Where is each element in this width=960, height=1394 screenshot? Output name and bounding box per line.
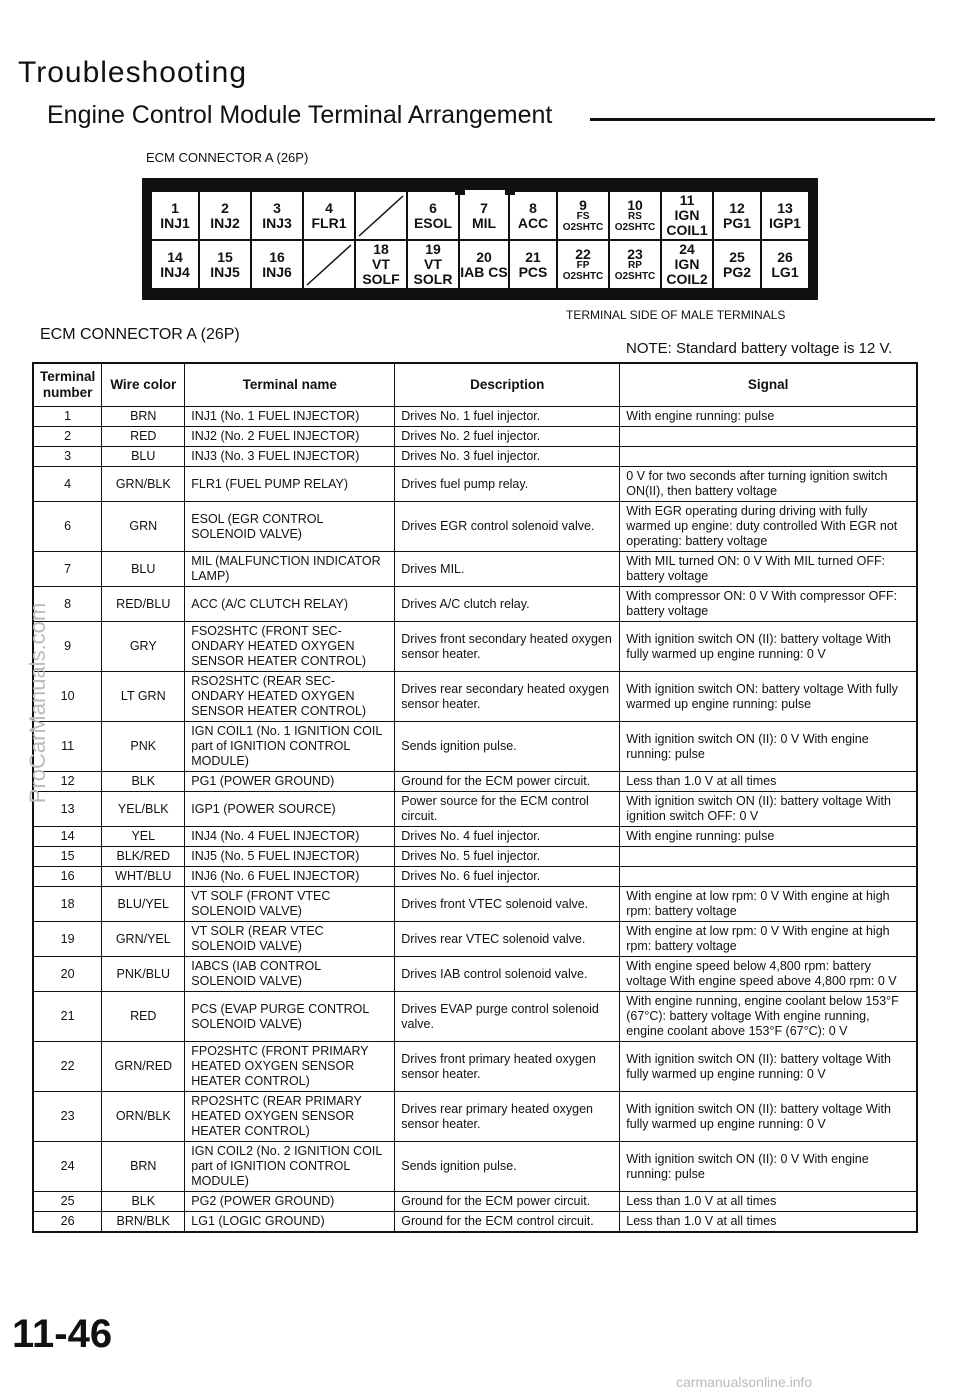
pin-name: FS O2SHTC bbox=[562, 211, 604, 233]
wire-color-cell: BRN bbox=[102, 1142, 185, 1192]
signal-cell: With ignition switch ON (II): battery voltage With fully warmed up engine running: 0 V bbox=[620, 1042, 917, 1092]
connector-pin bbox=[460, 192, 510, 241]
wire-color-cell: LT GRN bbox=[102, 672, 185, 722]
pin-number: 12 bbox=[729, 199, 745, 216]
terminal-number-cell: 6 bbox=[33, 502, 102, 552]
terminal-number-cell: 13 bbox=[33, 792, 102, 827]
connector-pin bbox=[762, 241, 810, 290]
empty-pin-slash bbox=[357, 194, 405, 238]
page-number: 11-46 bbox=[12, 1312, 113, 1356]
terminal-number-cell: 24 bbox=[33, 1142, 102, 1192]
pin-name: INJ5 bbox=[210, 263, 240, 280]
signal-cell: With compressor ON: 0 V With compressor OFF: battery voltage bbox=[620, 587, 917, 622]
connector-pin bbox=[200, 192, 252, 241]
signal-cell: With ignition switch ON (II): 0 V With engine running: pulse bbox=[620, 1142, 917, 1192]
wire-color-cell: BRN/BLK bbox=[102, 1212, 185, 1233]
pin-number: 18 bbox=[373, 241, 389, 258]
connector-pin bbox=[714, 192, 762, 241]
terminal-name-cell: FLR1 (FUEL PUMP RELAY) bbox=[185, 467, 395, 502]
pin-name: IGP1 bbox=[769, 214, 801, 231]
pin-name: RS O2SHTC bbox=[614, 211, 656, 233]
signal-cell: With engine at low rpm: 0 V With engine at high rpm: battery voltage bbox=[620, 922, 917, 957]
pin-name: PCS bbox=[518, 263, 548, 280]
connector-label: ECM CONNECTOR A (26P) bbox=[40, 326, 240, 343]
terminal-name-cell: IABCS (IAB CONTROL SOLENOID VALVE) bbox=[185, 957, 395, 992]
connector-pin bbox=[252, 192, 304, 241]
pin-number: 7 bbox=[480, 199, 488, 216]
connector-pin bbox=[408, 241, 460, 290]
wire-color-cell: PNK bbox=[102, 722, 185, 772]
section-subtitle: Engine Control Module Terminal Arrangement bbox=[47, 101, 553, 129]
wire-color-cell: BLU bbox=[102, 447, 185, 467]
header-description: Description bbox=[395, 363, 620, 407]
pin-number: 14 bbox=[167, 248, 183, 265]
pin-name: ACC bbox=[517, 214, 549, 231]
pin-number: 10 bbox=[627, 196, 643, 213]
description-cell: Power source for the ECM control circuit. bbox=[395, 792, 620, 827]
description-cell: Drives No. 1 fuel injector. bbox=[395, 407, 620, 427]
terminal-name-cell: PG2 (POWER GROUND) bbox=[185, 1192, 395, 1212]
connector-pin bbox=[200, 241, 252, 290]
description-cell: Drives front secondary heated oxygen sensor heater. bbox=[395, 622, 620, 672]
pin-number: 2 bbox=[221, 199, 229, 216]
description-cell: Sends ignition pulse. bbox=[395, 722, 620, 772]
table-row bbox=[33, 992, 917, 1042]
pin-name: IAB CS bbox=[460, 263, 508, 280]
wire-color-cell: ORN/BLK bbox=[102, 1092, 185, 1142]
description-cell: Drives rear secondary heated oxygen sensor heater. bbox=[395, 672, 620, 722]
wire-color-cell: GRN bbox=[102, 502, 185, 552]
table-row bbox=[33, 722, 917, 772]
description-cell: Drives rear primary heated oxygen sensor heater. bbox=[395, 1092, 620, 1142]
terminal-name-cell: PG1 (POWER GROUND) bbox=[185, 772, 395, 792]
terminal-name-cell: LG1 (LOGIC GROUND) bbox=[185, 1212, 395, 1233]
table-row bbox=[33, 672, 917, 722]
table-row bbox=[33, 622, 917, 672]
description-cell: Ground for the ECM power circuit. bbox=[395, 1192, 620, 1212]
pin-name: PG1 bbox=[722, 214, 751, 231]
terminal-name-cell: VT SOLR (REAR VTEC SOLENOID VALVE) bbox=[185, 922, 395, 957]
connector-top-label: ECM CONNECTOR A (26P) bbox=[146, 150, 309, 165]
connector-pin bbox=[558, 241, 610, 290]
connector-pin bbox=[762, 192, 810, 241]
terminal-name-cell: INJ4 (No. 4 FUEL INJECTOR) bbox=[185, 827, 395, 847]
footer-watermark: carmanualsonline.info bbox=[676, 1374, 813, 1390]
signal-cell: With engine running: pulse bbox=[620, 407, 917, 427]
table-row bbox=[33, 867, 917, 887]
connector-pin bbox=[610, 192, 662, 241]
terminal-number-cell: 19 bbox=[33, 922, 102, 957]
description-cell: Drives No. 5 fuel injector. bbox=[395, 847, 620, 867]
terminal-name-cell: IGN COIL2 (No. 2 IGNITION COIL part of IGNITION CONTROL MODULE) bbox=[185, 1142, 395, 1192]
description-cell: Drives EGR control solenoid valve. bbox=[395, 502, 620, 552]
terminal-name-cell: RSO2SHTC (REAR SEC-ONDARY HEATED OXYGEN SENSOR HEATER CONTROL) bbox=[185, 672, 395, 722]
wire-color-cell: WHT/BLU bbox=[102, 867, 185, 887]
connector-pin bbox=[356, 192, 408, 241]
description-cell: Drives EVAP purge control solenoid valve. bbox=[395, 992, 620, 1042]
signal-cell: With ignition switch ON (II): battery voltage With ignition switch OFF: 0 V bbox=[620, 792, 917, 827]
terminal-name-cell: ACC (A/C CLUTCH RELAY) bbox=[185, 587, 395, 622]
signal-cell bbox=[620, 847, 917, 867]
header-terminal-number: Terminal number bbox=[33, 363, 102, 407]
terminal-name-cell: IGN COIL1 (No. 1 IGNITION COIL part of IGNITION CONTROL MODULE) bbox=[185, 722, 395, 772]
pin-name: ESOL bbox=[413, 214, 453, 231]
subtitle-rule bbox=[590, 118, 935, 121]
connector-pin bbox=[356, 241, 408, 290]
wire-color-cell: RED/BLU bbox=[102, 587, 185, 622]
table-row bbox=[33, 1192, 917, 1212]
terminal-number-cell: 20 bbox=[33, 957, 102, 992]
table-row bbox=[33, 1212, 917, 1233]
terminal-name-cell: INJ5 (No. 5 FUEL INJECTOR) bbox=[185, 847, 395, 867]
pin-number: 23 bbox=[627, 245, 643, 262]
wire-color-cell: GRN/YEL bbox=[102, 922, 185, 957]
pin-name: FLR1 bbox=[311, 214, 347, 231]
pin-name: PG2 bbox=[722, 263, 751, 280]
wire-color-cell: GRY bbox=[102, 622, 185, 672]
description-cell: Drives fuel pump relay. bbox=[395, 467, 620, 502]
wire-color-cell: GRN/BLK bbox=[102, 467, 185, 502]
description-cell: Drives MIL. bbox=[395, 552, 620, 587]
pin-name: VT SOLF bbox=[362, 256, 400, 287]
signal-cell: With MIL turned ON: 0 V With MIL turned OFF: battery voltage bbox=[620, 552, 917, 587]
connector-pin bbox=[252, 241, 304, 290]
wire-color-cell: BRN bbox=[102, 407, 185, 427]
wire-color-cell: BLU/YEL bbox=[102, 887, 185, 922]
signal-cell bbox=[620, 447, 917, 467]
pin-number: 6 bbox=[429, 199, 437, 216]
empty-pin-slash bbox=[305, 243, 353, 287]
terminal-table bbox=[32, 362, 918, 1233]
signal-cell: With engine speed below 4,800 rpm: battery voltage With engine speed above 4,800 rpm: 0 V bbox=[620, 957, 917, 992]
terminal-name-cell: IGP1 (POWER SOURCE) bbox=[185, 792, 395, 827]
terminal-number-cell: 14 bbox=[33, 827, 102, 847]
terminal-number-cell: 7 bbox=[33, 552, 102, 587]
wire-color-cell: BLK bbox=[102, 772, 185, 792]
wire-color-cell: BLU bbox=[102, 552, 185, 587]
terminal-number-cell: 12 bbox=[33, 772, 102, 792]
wire-color-cell: YEL bbox=[102, 827, 185, 847]
table-row bbox=[33, 1092, 917, 1142]
pin-number: 26 bbox=[777, 248, 793, 265]
pin-name: INJ6 bbox=[262, 263, 292, 280]
pin-name: LG1 bbox=[771, 263, 799, 280]
terminal-name-cell: RPO2SHTC (REAR PRIMARY HEATED OXYGEN SENSOR HEATER CONTROL) bbox=[185, 1092, 395, 1142]
description-cell: Drives No. 4 fuel injector. bbox=[395, 827, 620, 847]
connector-bottom-label: TERMINAL SIDE OF MALE TERMINALS bbox=[566, 308, 786, 322]
pin-number: 8 bbox=[529, 199, 537, 216]
signal-cell: With engine running: pulse bbox=[620, 827, 917, 847]
terminal-name-cell: INJ3 (No. 3 FUEL INJECTOR) bbox=[185, 447, 395, 467]
description-cell: Drives No. 3 fuel injector. bbox=[395, 447, 620, 467]
pin-number: 1 bbox=[171, 199, 179, 216]
connector-pin bbox=[152, 241, 200, 290]
pin-name: IGN COIL1 bbox=[666, 207, 708, 238]
pin-name: INJ3 bbox=[262, 214, 292, 231]
connector-pin bbox=[460, 241, 510, 290]
pin-number: 20 bbox=[476, 248, 492, 265]
terminal-name-cell: ESOL (EGR CONTROL SOLENOID VALVE) bbox=[185, 502, 395, 552]
pin-name: MIL bbox=[471, 214, 497, 231]
connector-key-inner bbox=[465, 190, 505, 198]
signal-cell: With ignition switch ON (II): 0 V With engine running: pulse bbox=[620, 722, 917, 772]
connector-pin bbox=[510, 241, 558, 290]
table-row bbox=[33, 587, 917, 622]
wire-color-cell: RED bbox=[102, 992, 185, 1042]
description-cell: Drives No. 6 fuel injector. bbox=[395, 867, 620, 887]
terminal-number-cell: 9 bbox=[33, 622, 102, 672]
table-header-row bbox=[33, 363, 917, 407]
table-row bbox=[33, 427, 917, 447]
page-title: Troubleshooting bbox=[18, 56, 248, 89]
terminal-name-cell: INJ6 (No. 6 FUEL INJECTOR) bbox=[185, 867, 395, 887]
table-row bbox=[33, 847, 917, 867]
pin-number: 21 bbox=[525, 248, 541, 265]
connector-pin bbox=[152, 192, 200, 241]
terminal-name-cell: INJ1 (No. 1 FUEL INJECTOR) bbox=[185, 407, 395, 427]
connector-face bbox=[152, 192, 808, 290]
terminal-number-cell: 15 bbox=[33, 847, 102, 867]
terminal-number-cell: 2 bbox=[33, 427, 102, 447]
header-wire-color: Wire color bbox=[102, 363, 185, 407]
table-row bbox=[33, 922, 917, 957]
table-row bbox=[33, 552, 917, 587]
terminal-number-cell: 26 bbox=[33, 1212, 102, 1233]
header-terminal-name: Terminal name bbox=[185, 363, 395, 407]
table-row bbox=[33, 467, 917, 502]
terminal-number-cell: 25 bbox=[33, 1192, 102, 1212]
description-cell: Drives front primary heated oxygen sensor heater. bbox=[395, 1042, 620, 1092]
pin-name: RP O2SHTC bbox=[614, 260, 656, 282]
table-row bbox=[33, 502, 917, 552]
wire-color-cell: RED bbox=[102, 427, 185, 447]
description-cell: Drives IAB control solenoid valve. bbox=[395, 957, 620, 992]
signal-cell: Less than 1.0 V at all times bbox=[620, 1212, 917, 1233]
table-row bbox=[33, 407, 917, 427]
description-cell: Sends ignition pulse. bbox=[395, 1142, 620, 1192]
signal-cell bbox=[620, 427, 917, 447]
pin-name: VT SOLR bbox=[413, 256, 453, 287]
signal-cell: With engine at low rpm: 0 V With engine at high rpm: battery voltage bbox=[620, 887, 917, 922]
terminal-number-cell: 1 bbox=[33, 407, 102, 427]
description-cell: Drives No. 2 fuel injector. bbox=[395, 427, 620, 447]
connector-pin bbox=[662, 241, 714, 290]
terminal-name-cell: FSO2SHTC (FRONT SEC-ONDARY HEATED OXYGEN SENSOR HEATER CONTROL) bbox=[185, 622, 395, 672]
terminal-name-cell: MIL (MALFUNCTION INDICATOR LAMP) bbox=[185, 552, 395, 587]
terminal-number-cell: 16 bbox=[33, 867, 102, 887]
terminal-name-cell: PCS (EVAP PURGE CONTROL SOLENOID VALVE) bbox=[185, 992, 395, 1042]
pin-number: 25 bbox=[729, 248, 745, 265]
terminal-number-cell: 3 bbox=[33, 447, 102, 467]
signal-cell: With engine running, engine coolant below 153°F (67°C): battery voltage With engine running, engine coolant above 153°F (67°C): 0 V bbox=[620, 992, 917, 1042]
description-cell: Ground for the ECM control circuit. bbox=[395, 1212, 620, 1233]
connector-pin bbox=[558, 192, 610, 241]
pin-number: 4 bbox=[325, 199, 333, 216]
table-row bbox=[33, 887, 917, 922]
wire-color-cell: YEL/BLK bbox=[102, 792, 185, 827]
table-row bbox=[33, 1142, 917, 1192]
terminal-number-cell: 22 bbox=[33, 1042, 102, 1092]
signal-cell: With EGR operating during driving with fully warmed up engine: duty controlled With EGR not operating: battery voltage bbox=[620, 502, 917, 552]
connector-pin bbox=[662, 192, 714, 241]
description-cell: Drives rear VTEC solenoid valve. bbox=[395, 922, 620, 957]
pin-number: 11 bbox=[679, 192, 695, 209]
connector-pin bbox=[714, 241, 762, 290]
signal-cell: Less than 1.0 V at all times bbox=[620, 772, 917, 792]
pin-number: 16 bbox=[269, 248, 285, 265]
terminal-number-cell: 11 bbox=[33, 722, 102, 772]
pin-name: IGN COIL2 bbox=[666, 256, 708, 287]
side-watermark: ProCarManuals.com bbox=[25, 602, 50, 804]
table-row bbox=[33, 957, 917, 992]
connector-pin bbox=[304, 241, 356, 290]
terminal-number-cell: 23 bbox=[33, 1092, 102, 1142]
pin-name: INJ4 bbox=[160, 263, 190, 280]
pin-name: INJ2 bbox=[210, 214, 240, 231]
note: NOTE: Standard battery voltage is 12 V. bbox=[626, 340, 893, 357]
pin-name: FP O2SHTC bbox=[562, 260, 604, 282]
pin-number: 19 bbox=[425, 241, 441, 258]
pin-number: 15 bbox=[217, 248, 233, 265]
table-row bbox=[33, 772, 917, 792]
description-cell: Drives front VTEC solenoid valve. bbox=[395, 887, 620, 922]
terminal-number-cell: 18 bbox=[33, 887, 102, 922]
signal-cell: With ignition switch ON (II): battery voltage With fully warmed up engine running: 0 V bbox=[620, 1092, 917, 1142]
signal-cell: With ignition switch ON: battery voltage With fully warmed up engine running: pulse bbox=[620, 672, 917, 722]
terminal-name-cell: FPO2SHTC (FRONT PRIMARY HEATED OXYGEN SENSOR HEATER CONTROL) bbox=[185, 1042, 395, 1092]
pin-number: 22 bbox=[575, 245, 591, 262]
terminal-number-cell: 4 bbox=[33, 467, 102, 502]
pin-name: INJ1 bbox=[160, 214, 190, 231]
connector-pin bbox=[408, 192, 460, 241]
signal-cell: 0 V for two seconds after turning ignition switch ON(II), then battery voltage bbox=[620, 467, 917, 502]
signal-cell bbox=[620, 867, 917, 887]
signal-cell: Less than 1.0 V at all times bbox=[620, 1192, 917, 1212]
connector-pin bbox=[510, 192, 558, 241]
table-row bbox=[33, 447, 917, 467]
description-cell: Ground for the ECM power circuit. bbox=[395, 772, 620, 792]
terminal-number-cell: 21 bbox=[33, 992, 102, 1042]
wire-color-cell: BLK/RED bbox=[102, 847, 185, 867]
pin-number: 24 bbox=[679, 241, 695, 258]
signal-cell: With ignition switch ON (II): battery voltage With fully warmed up engine running: 0 V bbox=[620, 622, 917, 672]
wire-color-cell: GRN/RED bbox=[102, 1042, 185, 1092]
header-signal: Signal bbox=[620, 363, 917, 407]
wire-color-cell: PNK/BLU bbox=[102, 957, 185, 992]
pin-number: 13 bbox=[777, 199, 793, 216]
table-row bbox=[33, 827, 917, 847]
table-row bbox=[33, 792, 917, 827]
connector-pin bbox=[610, 241, 662, 290]
terminal-number-cell: 8 bbox=[33, 587, 102, 622]
terminal-name-cell: VT SOLF (FRONT VTEC SOLENOID VALVE) bbox=[185, 887, 395, 922]
wire-color-cell: BLK bbox=[102, 1192, 185, 1212]
pin-number: 9 bbox=[579, 196, 587, 213]
pin-number: 3 bbox=[273, 199, 281, 216]
terminal-name-cell: INJ2 (No. 2 FUEL INJECTOR) bbox=[185, 427, 395, 447]
terminal-number-cell: 10 bbox=[33, 672, 102, 722]
description-cell: Drives A/C clutch relay. bbox=[395, 587, 620, 622]
connector-pin bbox=[304, 192, 356, 241]
table-row bbox=[33, 1042, 917, 1092]
